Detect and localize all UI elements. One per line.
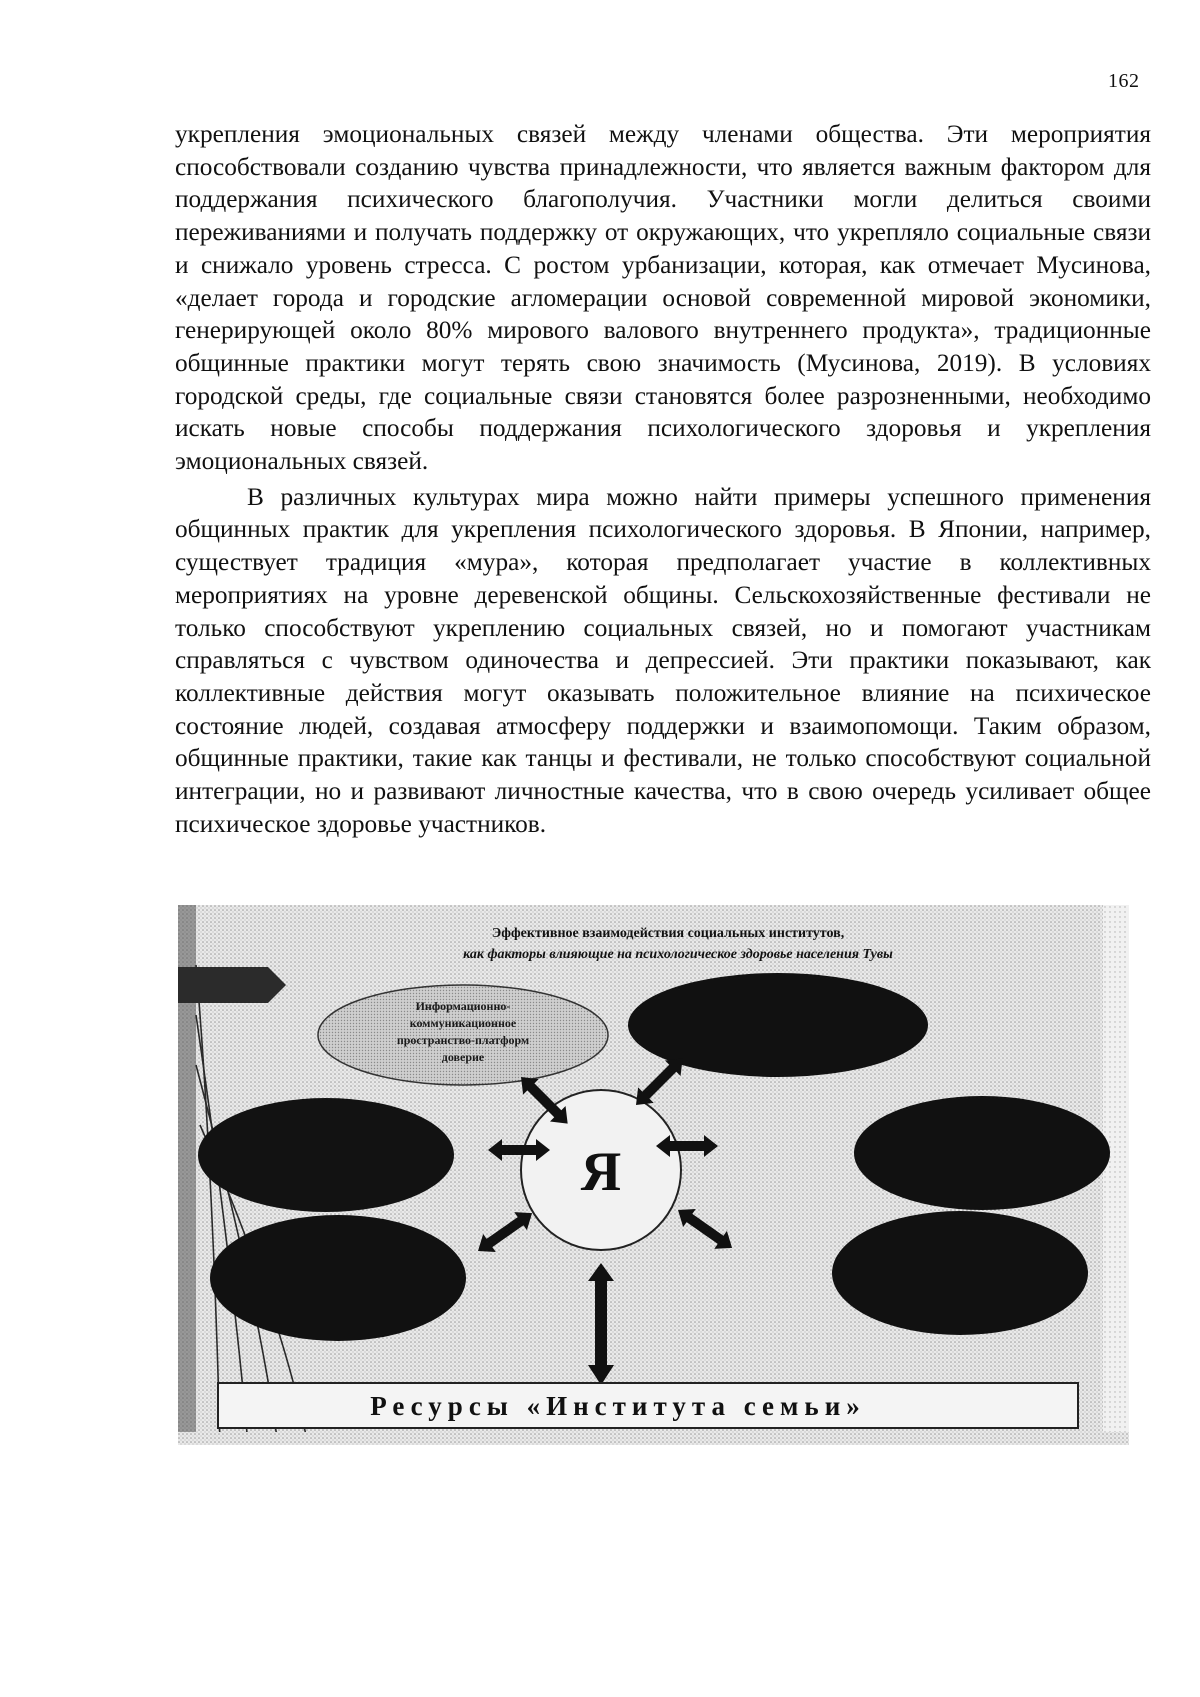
ellipse-bottom-left [210, 1215, 466, 1341]
ellipse-bottom-right [832, 1211, 1088, 1335]
resources-label: Ресурсы «Института семьи» [370, 1391, 866, 1421]
ellipse-info-space [318, 985, 608, 1085]
left-arrow-tab [178, 967, 286, 1003]
body-text [175, 118, 1151, 840]
svg-text:доверие: доверие [441, 1050, 485, 1064]
ellipse-mid-left [198, 1098, 454, 1212]
paragraph-1: укрепления эмоциональных связей между членами общества. Эти мероприятия способствовали созданию чувства принадлежности, что является важным фактором для поддержания психического благополучия. Участники могли делиться своими переживаниями и получать поддержку от окружающих, что укрепляло социальные связи и снижало уровень стресса. С ростом урбанизации, которая, как отмечает Мусинова, «делает города и городские агломерации основой современной мировой экономики, генерирующей около 80% мирового валового внутреннего продукта», традиционные общинные практики могут терять свою значимость (Мусинова, 2019). В условиях городской среды, где социальные связи становятся более разрозненными, необходимо искать новые способы поддержания психологического здоровья и укрепления эмоциональных связей. [175, 120, 1151, 476]
resources-bar [218, 1383, 1078, 1428]
diagram-figure [178, 905, 1129, 1445]
svg-text:коммуникационное: коммуникационное [409, 1016, 517, 1030]
center-letter: Я [580, 1141, 622, 1203]
figure-title-line-1: Эффективное взаимодействия социальных институтов, [491, 926, 845, 941]
svg-text:Информационно-: Информационно- [415, 999, 511, 1013]
svg-text:пространство-платформ: пространство-платформ [396, 1033, 530, 1047]
center-self-circle [521, 1090, 681, 1250]
ellipse-mid-right [854, 1096, 1110, 1210]
figure-title-line-2: как факторы влияющие на психологическое здоровье населения Тувы [463, 947, 893, 962]
diagram-svg [178, 905, 1129, 1445]
paragraph-2: В различных культурах мира можно найти примеры успешного применения общинных практик для укрепления психологического здоровья. В Японии, например, существует традиция «мура», которая предполагает участие в коллективных мероприятиях на уровне деревенской общины. Сельскохозяйственные фестивали не только способствуют укреплению социальных связей, но и помогают участникам справляться с чувством одиночества и депрессией. Эти практики показывают, как коллективные действия могут оказывать положительное влияние на психическое состояние людей, создавая атмосферу поддержки и взаимопомощи. Таким образом, общинные практики, такие как танцы и фестивали, не только способствуют социальной интеграции, но и развивают личностные качества, что в свою очередь усиливает общее психическое здоровье участников. [175, 482, 1151, 838]
page-number: 162 [1108, 70, 1140, 92]
